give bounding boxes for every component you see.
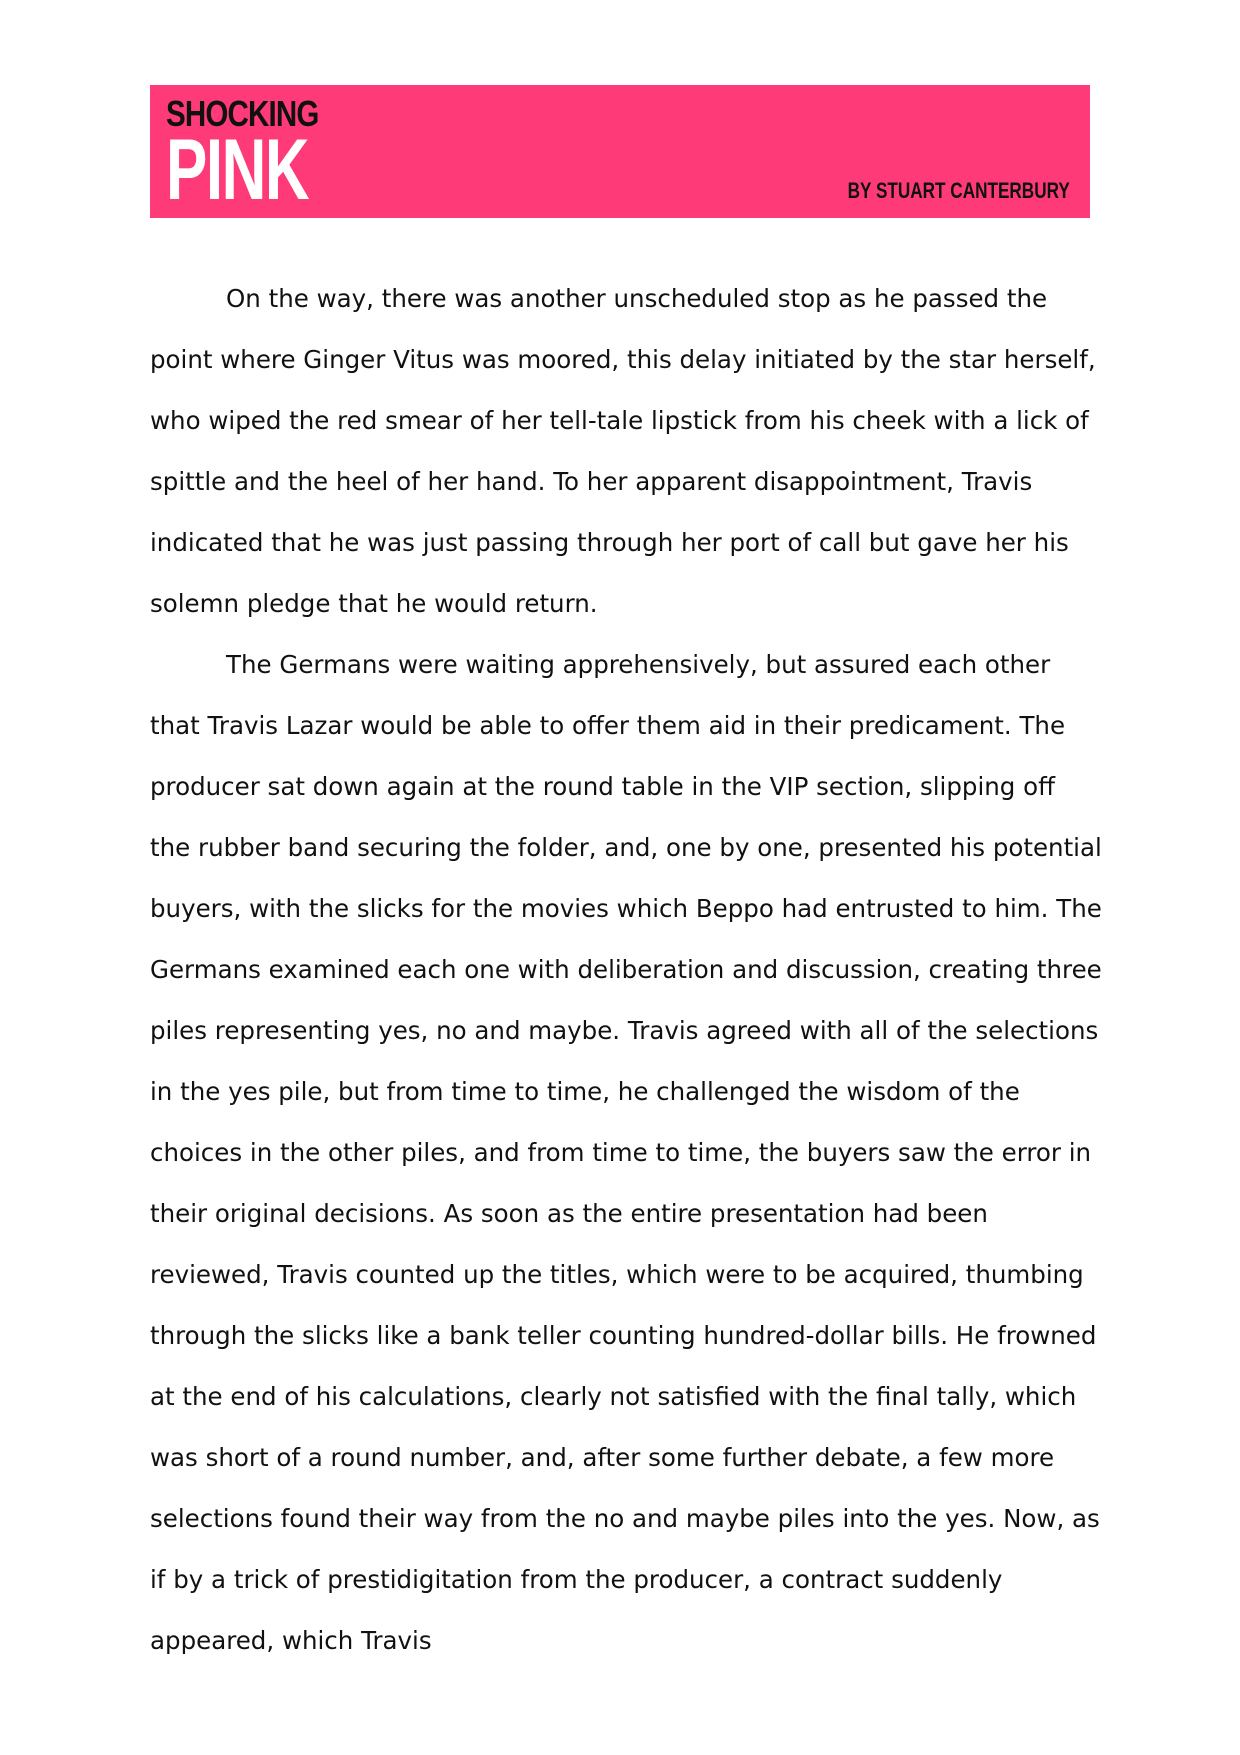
brand-title-bottom: PINK [166, 122, 309, 218]
document-body [150, 268, 1102, 1671]
header-banner [150, 85, 1090, 218]
paragraph: The Germans were waiting apprehensively, but assured each other that Travis Lazar would be able to offer them aid in their predicament. The producer sat down again at the round table in the VIP section, slipping off the rubber band securing the folder, and, one by one, presented his potential buyers, with the slicks for the movies which Beppo had entrusted to him. The Germans examined each one with deliberation and discussion, creating three piles representing yes, no and maybe. Travis agreed with all of the selections in the yes pile, but from time to time, he challenged the wisdom of the choices in the other piles, and from time to time, the buyers saw the error in their original decisions. As soon as the entire presentation had been reviewed, Travis counted up the titles, which were to be acquired, thumbing through the slicks like a bank teller counting hundred-dollar bills. He frowned at the end of his calculations, clearly not satisfied with the final tally, which was short of a round number, and, after some further debate, a few more selections found their way from the no and maybe piles into the yes. Now, as if by a trick of prestidigitation from the producer, a contract suddenly appeared, which Travis [150, 650, 1102, 1655]
paragraph: On the way, there was another unscheduled stop as he passed the point where Ginger Vitus was moored, this delay initiated by the star herself, who wiped the red smear of her tell-tale lipstick from his cheek with a lick of spittle and the heel of her hand. To her apparent disappointment, Travis indicated that he was just passing through her port of call but gave her his solemn pledge that he would return. [150, 284, 1096, 618]
author-byline: BY STUART CANTERBURY [847, 178, 1070, 203]
brand-title-top: SHOCKING [166, 93, 319, 134]
brand-logo [166, 93, 363, 218]
